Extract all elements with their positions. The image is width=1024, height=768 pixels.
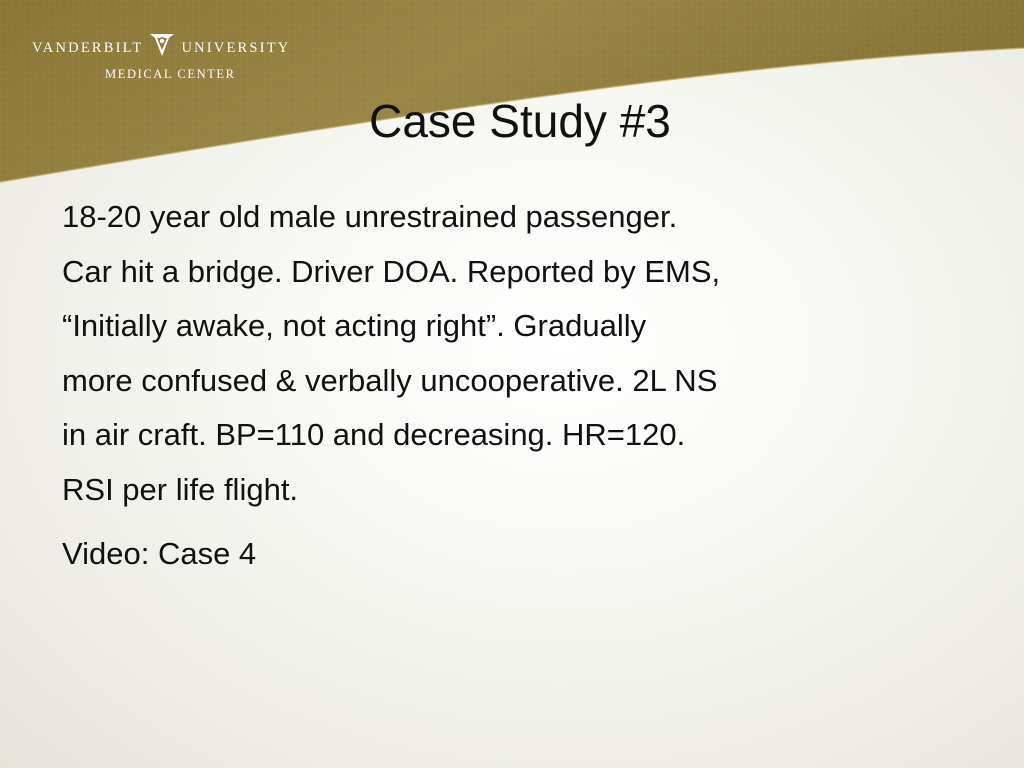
body-line: 18-20 year old male unrestrained passenger. — [62, 199, 678, 234]
slide-body — [62, 190, 972, 517]
slide-title: Case Study #3 — [369, 95, 671, 147]
vanderbilt-logo[interactable] — [32, 24, 352, 94]
body-line: more confused & verbally uncooperative. 2L NS — [62, 362, 718, 398]
video-reference: Video: Case 4 — [62, 536, 257, 571]
logo-vanderbilt-text: VANDERBILT — [32, 40, 144, 56]
body-line: Car hit a bridge. Driver DOA. Reported by EMS, — [62, 253, 721, 289]
vanderbilt-oak-leaf-v-icon — [147, 32, 177, 58]
logo-wordmark — [32, 32, 290, 58]
body-line: in air craft. BP=110 and decreasing. HR=120. — [62, 417, 686, 452]
logo-medical-center-text: MEDICAL CENTER — [105, 67, 236, 81]
logo-university-text: UNIVERSITY — [181, 40, 291, 56]
body-line: RSI per life flight. — [62, 471, 299, 507]
body-line: “Initially awake, not acting right”. Gradually — [62, 308, 647, 343]
